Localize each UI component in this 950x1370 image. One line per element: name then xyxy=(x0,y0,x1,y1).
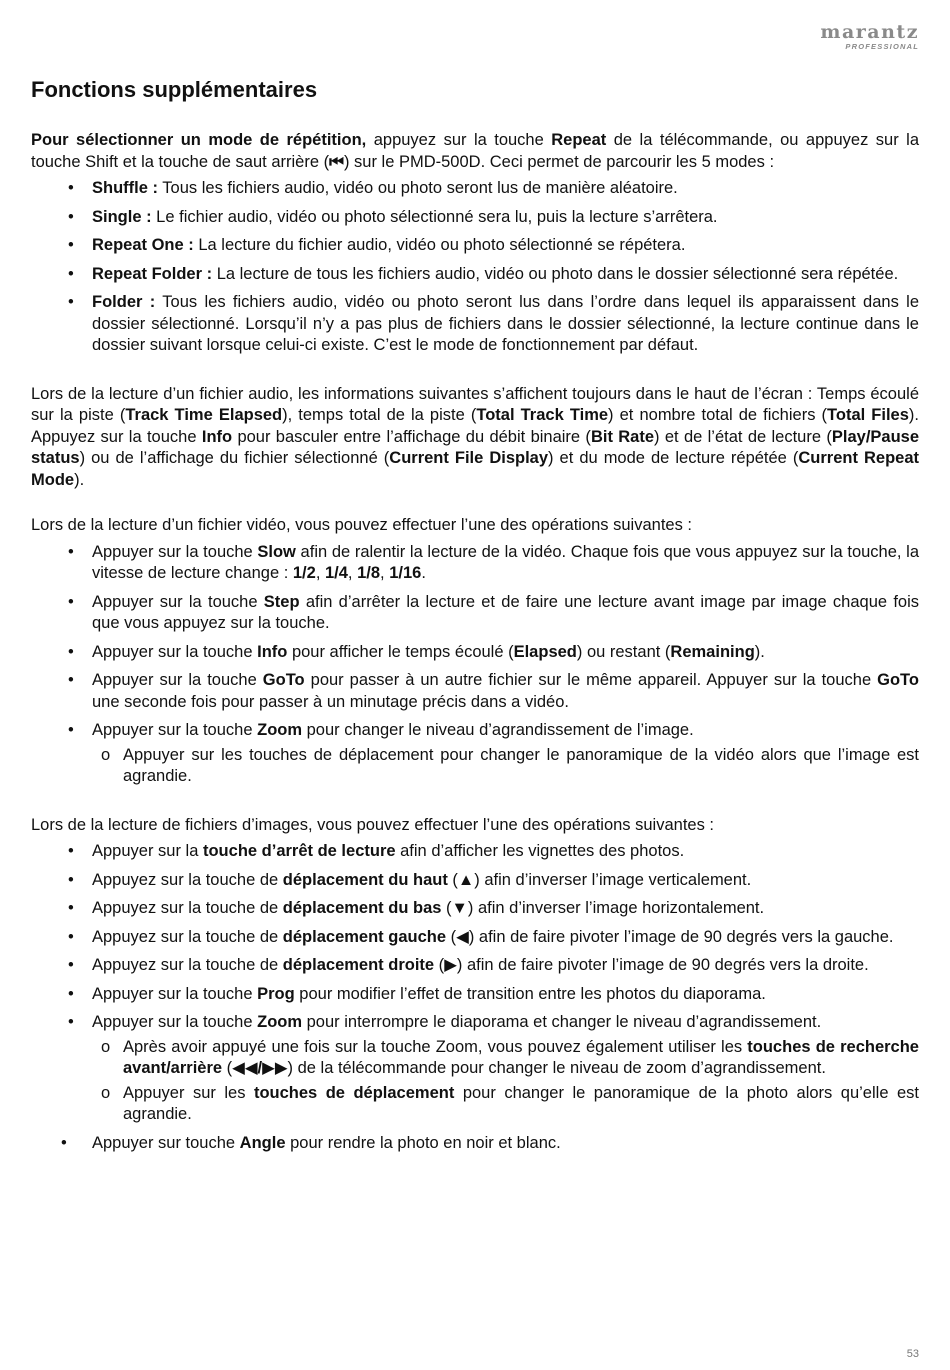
arrow-right-icon: ▶ xyxy=(444,956,457,974)
text: ) et de l’état de lecture ( xyxy=(654,427,832,446)
key-label: Slow xyxy=(257,542,296,561)
arrow-left-icon: ◀ xyxy=(456,927,469,946)
text: ). xyxy=(754,642,765,661)
text: ( xyxy=(441,899,452,917)
key-label: Info xyxy=(257,642,288,661)
text: Appuyez sur la touche de xyxy=(92,870,283,889)
arrow-down-icon: ▼ xyxy=(451,899,468,917)
key-label: déplacement du bas xyxy=(282,899,442,917)
logo-brand: marantz xyxy=(820,21,919,43)
bullet-icon: • xyxy=(68,870,74,889)
text: Appuyez sur la touche de xyxy=(92,899,283,917)
repeat-intro-bold: Pour sélectionner un mode de répétition, xyxy=(31,131,367,149)
speed-value: 1/2 xyxy=(292,564,316,582)
sub-list-item xyxy=(92,1083,919,1126)
text: ) et nombre total de fichiers ( xyxy=(608,406,828,424)
list-item-repeat-folder xyxy=(31,264,919,286)
text: Appuyer sur la touche xyxy=(92,642,258,661)
key-label: déplacement droite xyxy=(282,956,435,974)
list-item-single xyxy=(31,207,919,229)
text: ( xyxy=(447,870,458,889)
text: ) afin d’inverser l’image horizontalement. xyxy=(467,899,765,917)
term: Track Time Elapsed xyxy=(125,406,283,424)
bullet-icon: • xyxy=(68,179,74,197)
term: Play/Pause status xyxy=(31,427,920,467)
text: pour changer le panoramique de la photo alors qu’elle est agrandie. xyxy=(123,1083,919,1123)
repeat-key-label: Repeat xyxy=(551,131,607,149)
key-label: déplacement du haut xyxy=(282,870,448,889)
text: ) sur le PMD-500D. Ceci permet de parcourir les 5 modes : xyxy=(343,152,775,171)
text: afin de ralentir la lecture de la vidéo. Chaque fois que vous appuyez sur la touche, la vitesse de lecture change : xyxy=(92,542,919,582)
zoom-sublist xyxy=(92,745,919,788)
term: Total Track Time xyxy=(476,406,609,424)
text: ). Appuyez sur la touche xyxy=(31,406,919,446)
marantz-professional-logo xyxy=(820,22,919,51)
text: ( xyxy=(446,927,457,946)
bullet-icon: • xyxy=(68,592,74,611)
list-item-prog xyxy=(31,984,919,1006)
list-item-stop xyxy=(31,841,919,863)
text: pour modifier l’effet de transition entre les photos du diaporama. xyxy=(294,984,766,1003)
text: pour basculer entre l’affichage du débit binaire ( xyxy=(232,427,591,446)
mode-label: Repeat One : xyxy=(92,236,194,254)
text: Appuyer sur la xyxy=(92,842,203,860)
circle-bullet-icon: o xyxy=(101,1037,111,1056)
text: pour interrompre le diaporama et changer le niveau d’agrandissement. xyxy=(302,1013,822,1031)
text: Lors de la lecture d’un fichier audio, les informations suivantes s’affichent toujours dans le haut de l’écran : Temps écoulé sur la piste ( xyxy=(31,384,919,424)
term: Elapsed xyxy=(513,642,577,661)
bullet-icon: • xyxy=(68,842,74,860)
term: Info xyxy=(201,427,233,446)
page-content xyxy=(31,76,919,1161)
text: Après avoir appuyé une fois sur la touche Zoom, vous pouvez également utiliser les xyxy=(123,1037,748,1056)
bullet-icon: • xyxy=(68,956,74,974)
text: pour afficher le temps écoulé ( xyxy=(287,642,514,661)
key-label: Step xyxy=(263,592,300,611)
mode-description: Tous les fichiers audio, vidéo ou photo seront lus de manière aléatoire. xyxy=(158,179,678,197)
bullet-icon: • xyxy=(68,236,74,254)
term: Current Repeat Mode xyxy=(31,449,919,489)
list-item-folder xyxy=(31,292,919,357)
mode-label: Folder : xyxy=(92,293,156,311)
page-number: 53 xyxy=(906,1348,919,1360)
text: Appuyer sur la touche xyxy=(92,984,258,1003)
key-label: Zoom xyxy=(257,721,303,739)
text: Appuyez sur la touche de xyxy=(92,927,283,946)
mode-label: Single : xyxy=(92,207,152,226)
term: Current File Display xyxy=(389,449,549,467)
bullet-icon: • xyxy=(68,642,74,661)
circle-bullet-icon: o xyxy=(101,1083,111,1102)
key-label: touches de déplacement xyxy=(253,1083,455,1102)
mode-description: La lecture du fichier audio, vidéo ou photo sélectionné se répétera. xyxy=(193,236,686,254)
text: ( xyxy=(222,1059,233,1077)
term: Remaining xyxy=(670,642,755,661)
sub-list-item xyxy=(92,745,919,788)
text: , xyxy=(315,564,325,582)
logo-subtitle: PROFESSIONAL xyxy=(845,42,919,51)
list-item-repeat-one xyxy=(31,235,919,257)
rewind-forward-icon: ◀◀/▶▶ xyxy=(232,1059,288,1077)
bullet-icon: • xyxy=(68,1013,74,1031)
text: Appuyer sur la touche xyxy=(92,671,263,689)
text: ) afin de faire pivoter l’image de 90 degrés vers la gauche. xyxy=(468,927,894,946)
key-label: Angle xyxy=(239,1133,286,1152)
text: une seconde fois pour passer à un minutage précis dans a vidéo. xyxy=(92,692,569,711)
text: afin d’arrêter la lecture et de faire une lecture avant image par image chaque fois que vous appuyez sur la touche. xyxy=(92,592,919,632)
bullet-icon: • xyxy=(68,721,74,739)
text: Appuyer sur touche xyxy=(92,1133,240,1152)
text: Appuyer sur la touche xyxy=(92,721,258,739)
key-label: Zoom xyxy=(257,1013,303,1031)
text: Appuyer sur la touche xyxy=(92,592,264,611)
circle-bullet-icon: o xyxy=(101,745,111,764)
text: pour passer à un autre fichier sur le même appareil. Appuyer sur la touche xyxy=(304,671,878,689)
video-operations-list xyxy=(31,542,919,788)
text: pour changer le niveau d’agrandissement de l’image. xyxy=(302,721,694,739)
speed-value: 1/8 xyxy=(357,564,381,582)
list-item-zoom-photo xyxy=(31,1012,919,1126)
list-item-zoom xyxy=(31,720,919,788)
list-item-shuffle xyxy=(31,178,919,200)
key-label: touches de recherche avant/arrière xyxy=(123,1037,919,1077)
text: ). xyxy=(74,470,85,489)
term: Total Files xyxy=(827,406,909,424)
zoom-photo-sublist xyxy=(92,1037,919,1126)
key-label: GoTo xyxy=(262,671,305,689)
list-item-right xyxy=(31,955,919,977)
speed-value: 1/4 xyxy=(324,564,348,582)
text: Appuyer sur les touches de déplacement pour changer le panoramique de la vidéo alors que l’image est agrandie. xyxy=(123,745,919,785)
section-title: Fonctions supplémentaires xyxy=(31,77,318,102)
text: ) afin de faire pivoter l’image de 90 degrés vers la droite. xyxy=(456,956,869,974)
text: ) ou restant ( xyxy=(576,642,671,661)
image-operations-list xyxy=(31,841,919,1154)
mode-label: Repeat Folder : xyxy=(92,264,213,283)
list-item-down xyxy=(31,898,919,920)
text: ) et du mode de lecture répétée ( xyxy=(548,449,799,467)
video-intro: Lors de la lecture d’un fichier vidéo, vous pouvez effectuer l’une des opérations suivantes : xyxy=(31,516,693,534)
text: . xyxy=(421,564,426,582)
bullet-icon: • xyxy=(68,264,74,283)
text: Appuyez sur la touche de xyxy=(92,956,283,974)
text: ) afin d’inverser l’image verticalement. xyxy=(474,870,752,889)
key-label: Prog xyxy=(257,984,295,1003)
skip-back-icon: ⏮ xyxy=(329,152,344,171)
text: afin d’afficher les vignettes des photos. xyxy=(395,842,685,860)
text: ), temps total de la piste ( xyxy=(282,406,477,424)
text: ( xyxy=(434,956,445,974)
list-item-slow xyxy=(31,542,919,585)
text: ) ou de l’affichage du fichier sélectionné ( xyxy=(79,449,390,467)
term: Bit Rate xyxy=(590,427,655,446)
arrow-up-icon: ▲ xyxy=(457,870,475,889)
list-item-step xyxy=(31,592,919,635)
list-item-info xyxy=(31,642,919,664)
images-intro: Lors de la lecture de fichiers d’images, vous pouvez effectuer l’une des opérations suivantes : xyxy=(31,815,715,834)
bullet-icon: • xyxy=(68,207,74,226)
text: de la télécommande, ou appuyez sur la touche Shift et la touche de saut arrière ( xyxy=(31,131,919,171)
text: Appuyer sur la touche xyxy=(92,542,258,561)
bullet-icon: • xyxy=(68,293,74,311)
text: pour rendre la photo en noir et blanc. xyxy=(285,1133,561,1152)
mode-description: Tous les fichiers audio, vidéo ou photo seront lus dans l’ordre dans lequel ils apparaissent dans le dossier sélectionné. Lorsqu’il n’y a pas plus de fichiers dans le dossier sélectionné, la lecture continue dans le dossier suivant lorsque celui-ci existe. C’est le mode de fonctionnement par défaut. xyxy=(92,293,919,354)
bullet-icon: • xyxy=(61,1133,67,1152)
text: appuyez sur la touche xyxy=(366,131,552,149)
key-label: déplacement gauche xyxy=(282,927,447,946)
speed-value: 1/16 xyxy=(389,564,422,582)
bullet-icon: • xyxy=(68,984,74,1003)
bullet-icon: • xyxy=(68,927,74,946)
text: , xyxy=(347,564,358,582)
list-item-angle xyxy=(31,1133,919,1155)
text: Appuyer sur la touche xyxy=(92,1013,258,1031)
bullet-icon: • xyxy=(68,671,74,689)
text: , xyxy=(380,564,390,582)
text: Appuyer sur les xyxy=(123,1083,254,1102)
sub-list-item xyxy=(92,1037,919,1080)
text: ) de la télécommande pour changer le niveau de zoom d’agrandissement. xyxy=(287,1059,826,1077)
bullet-icon: • xyxy=(68,899,74,917)
audio-info-paragraph xyxy=(31,384,919,492)
key-label: GoTo xyxy=(877,671,919,689)
key-label: touche d’arrêt de lecture xyxy=(202,842,396,860)
list-item-up xyxy=(31,870,919,892)
bullet-icon: • xyxy=(68,542,74,561)
mode-label: Shuffle : xyxy=(92,179,158,197)
list-item-goto xyxy=(31,670,919,713)
list-item-left xyxy=(31,927,919,949)
repeat-modes-list xyxy=(31,178,919,357)
mode-description: Le fichier audio, vidéo ou photo sélectionné sera lu, puis la lecture s’arrêtera. xyxy=(151,207,718,226)
mode-description: La lecture de tous les fichiers audio, vidéo ou photo dans le dossier sélectionné sera répétée. xyxy=(212,264,899,283)
repeat-intro-paragraph xyxy=(31,130,919,173)
